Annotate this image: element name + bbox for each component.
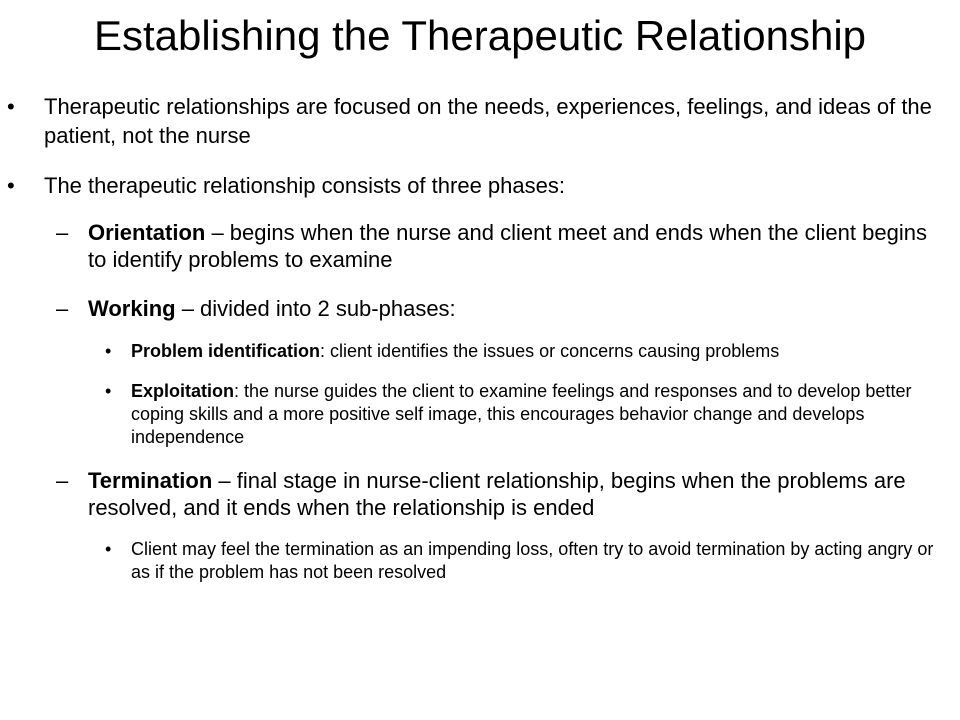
termination-note <box>0 538 960 584</box>
phase-working <box>0 295 960 322</box>
bullet-icon: • <box>7 94 15 119</box>
subphase-term: Problem identification <box>131 341 321 361</box>
slide-content <box>0 92 960 584</box>
phase-orientation <box>0 219 960 273</box>
phase-description: – final stage in nurse-client relationship, begins when the problems are resolved, and it ends when the relationship is ended <box>88 468 906 520</box>
dash-icon: – <box>56 296 69 321</box>
subphase-description: : the nurse guides the client to examine feelings and responses and to develop better coping skills and a more positive self image, this encourages behavior change and develops independence <box>131 381 912 447</box>
phase-term: Termination <box>88 468 213 493</box>
slide-title: Establishing the Therapeutic Relationship <box>93 12 867 59</box>
phase-term: Orientation <box>88 220 206 245</box>
bullet-icon: • <box>105 381 112 401</box>
bullet-text: Therapeutic relationships are focused on the needs, experiences, feelings, and ideas of the patient, not the nurse <box>44 94 932 148</box>
subphase-exploitation <box>0 380 960 449</box>
bullet-icon: • <box>105 539 112 559</box>
bullet-item <box>0 171 960 200</box>
subphase-problem-identification <box>0 340 960 363</box>
subphase-description: : client identifies the issues or concerns causing problems <box>320 341 780 361</box>
dash-icon: – <box>56 468 69 493</box>
subphase-term: Exploitation <box>131 381 234 401</box>
phase-termination <box>0 467 960 521</box>
bullet-item <box>0 92 960 150</box>
bullet-icon: • <box>105 341 112 361</box>
phase-description: – divided into 2 sub-phases: <box>175 296 456 321</box>
phase-description: – begins when the nurse and client meet and ends when the client begins to identify problems to examine <box>88 220 927 272</box>
dash-icon: – <box>56 220 69 245</box>
bullet-icon: • <box>7 173 15 198</box>
bullet-text: The therapeutic relationship consists of three phases: <box>44 173 565 198</box>
phase-term: Working <box>88 296 176 321</box>
termination-note-text: Client may feel the termination as an impending loss, often try to avoid termination by acting angry or as if the problem has not been resolved <box>131 539 934 582</box>
